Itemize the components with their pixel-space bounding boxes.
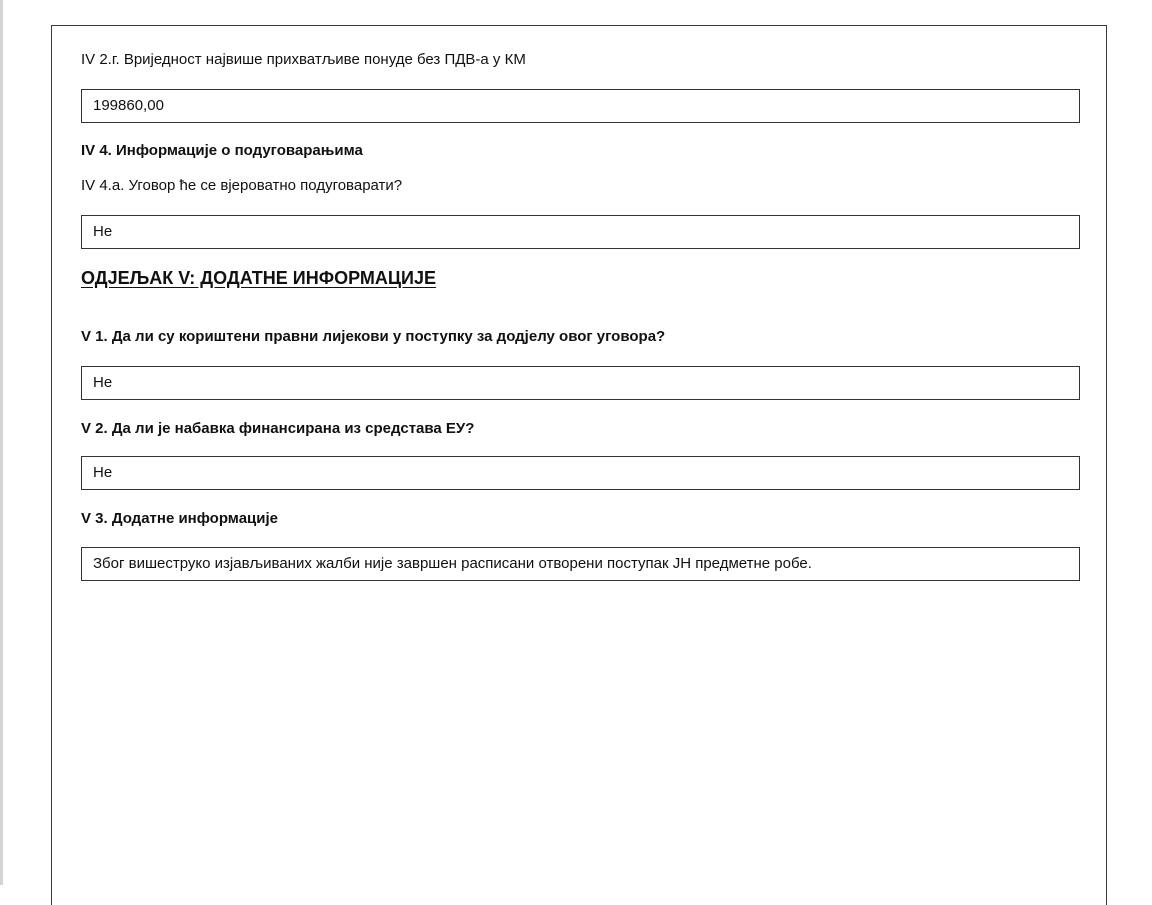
viewer-left-edge [0,0,3,885]
iv-4a-label: IV 4.а. Уговор ће се вјероватно подуговарати? [81,177,403,194]
v2-heading: V 2. Да ли је набавка финансирана из средстава ЕУ? [81,420,475,437]
iv-2g-label: IV 2.г. Вриједност највише прихватљиве понуде без ПДВ-а у КМ [81,51,526,68]
v1-heading: V 1. Да ли су кориштени правни лијекови у поступку за додјелу овог уговора? [81,328,666,345]
v3-heading: V 3. Додатне информације [81,510,278,527]
section-v-title: ОДЈЕЉАК V: ДОДАТНЕ ИНФОРМАЦИЈЕ [81,268,436,288]
document-page [51,25,1107,905]
iv-2g-value-field: 199860,00 [81,89,1080,123]
v3-value-field: Због вишеструко изјављиваних жалби није завршен расписани отворени поступак ЈН предметне робе. [81,547,1080,581]
v2-value-field: Не [81,456,1080,490]
iv-4a-value-field: Не [81,215,1080,249]
v1-value-field: Не [81,366,1080,400]
iv-4-heading: IV 4. Информације о подуговарањима [81,142,363,159]
